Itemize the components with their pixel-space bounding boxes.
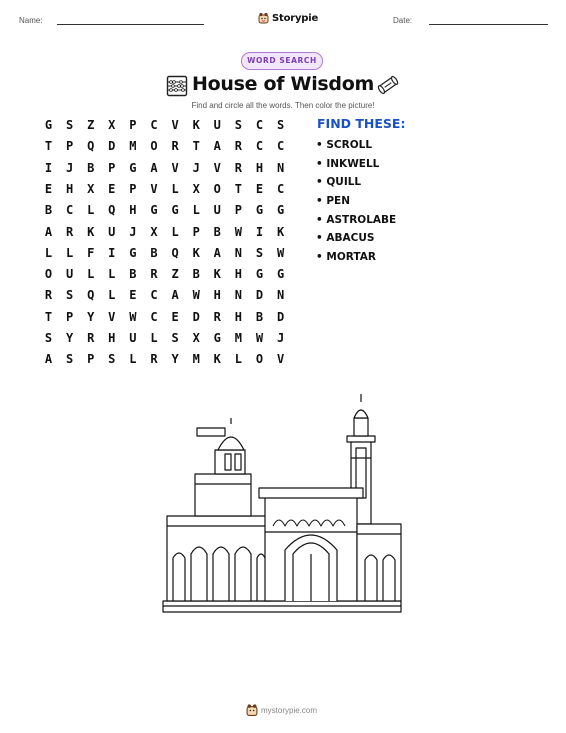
date-label: Date: — [393, 16, 413, 25]
grid-letter[interactable]: R — [87, 331, 95, 345]
grid-letter[interactable]: J — [129, 224, 137, 239]
grid-letter[interactable]: G — [150, 203, 158, 218]
word-list-item: • INKWELL — [316, 157, 380, 170]
grid-letter[interactable]: C — [150, 309, 158, 324]
grid-letter[interactable]: N — [276, 160, 285, 175]
grid-letter[interactable]: J — [192, 160, 200, 175]
grid-letter[interactable]: L — [87, 267, 95, 282]
grid-letter[interactable]: V — [276, 352, 285, 367]
grid-letter[interactable]: H — [65, 181, 74, 196]
grid-letter[interactable]: B — [44, 203, 53, 218]
grid-letter[interactable]: J — [65, 160, 74, 175]
grid-letter[interactable]: C — [255, 139, 264, 154]
grid-letter[interactable]: C — [255, 118, 264, 132]
grid-letter[interactable]: Y — [171, 352, 179, 367]
grid-letter[interactable]: L — [108, 288, 116, 303]
grid-letter[interactable]: S — [255, 245, 264, 260]
footer-site: mystorypie.com — [261, 706, 318, 715]
grid-letter[interactable]: T — [44, 139, 53, 154]
grid-letter[interactable]: U — [65, 267, 74, 282]
grid-letter[interactable]: S — [65, 118, 74, 132]
grid-letter[interactable]: S — [65, 352, 74, 367]
grid-letter[interactable]: B — [255, 309, 264, 324]
grid-letter[interactable]: A — [213, 139, 221, 154]
grid-letter[interactable]: P — [108, 160, 116, 175]
grid-letter[interactable]: L — [150, 331, 158, 345]
grid-letter[interactable]: O — [255, 352, 264, 367]
grid-letter[interactable]: P — [129, 181, 137, 196]
grid-letter[interactable]: U — [213, 118, 221, 132]
grid-letter[interactable]: R — [150, 352, 158, 367]
grid-letter[interactable]: D — [276, 309, 285, 324]
grid-letter[interactable]: O — [150, 139, 158, 154]
grid-letter[interactable]: P — [192, 224, 200, 239]
grid-letter[interactable]: K — [276, 224, 285, 239]
grid-letter[interactable]: F — [87, 245, 95, 260]
grid-letter[interactable]: L — [108, 267, 116, 282]
grid-letter[interactable]: T — [44, 309, 53, 324]
grid-letter[interactable]: G — [255, 267, 264, 282]
grid-letter[interactable]: D — [192, 309, 200, 324]
grid-letter[interactable]: K — [213, 267, 221, 282]
grid-letter[interactable]: J — [276, 331, 285, 345]
grid-letter[interactable]: Q — [171, 245, 179, 260]
grid-letter[interactable]: U — [108, 224, 116, 239]
grid-letter[interactable]: N — [234, 245, 242, 260]
grid-letter[interactable]: H — [213, 288, 221, 303]
grid-letter[interactable]: V — [213, 160, 221, 175]
grid-letter[interactable]: L — [87, 203, 95, 218]
grid-letter[interactable]: P — [65, 309, 74, 324]
grid-letter[interactable]: A — [44, 224, 53, 239]
date-line — [429, 24, 548, 25]
grid-letter[interactable]: I — [108, 245, 116, 260]
grid-letter[interactable]: O — [213, 181, 221, 196]
grid-letter[interactable]: G — [129, 160, 137, 175]
grid-letter[interactable]: C — [65, 203, 74, 218]
grid-letter[interactable]: L — [171, 224, 179, 239]
name-label: Name: — [19, 16, 43, 25]
grid-letter[interactable]: K — [192, 245, 200, 260]
grid-letter[interactable]: C — [276, 139, 285, 154]
grid-letter[interactable]: L — [65, 245, 74, 260]
grid-letter[interactable]: N — [276, 288, 285, 303]
grid-letter[interactable]: Q — [87, 139, 95, 154]
grid-letter[interactable]: L — [234, 352, 242, 367]
footer — [0, 702, 566, 718]
grid-letter[interactable]: S — [44, 331, 53, 345]
house-of-wisdom-picture — [155, 388, 415, 618]
grid-letter[interactable]: R — [234, 139, 242, 154]
grid-letter[interactable]: P — [129, 118, 137, 132]
grid-letter[interactable]: M — [192, 352, 200, 367]
grid-letter[interactable]: K — [213, 352, 221, 367]
grid-letter[interactable]: I — [44, 160, 53, 175]
word-list-item: • MORTAR — [316, 251, 376, 264]
grid-letter[interactable]: R — [150, 267, 158, 282]
grid-letter[interactable]: A — [213, 245, 221, 260]
grid-letter[interactable]: B — [150, 245, 158, 260]
brand-name: Storypie — [272, 12, 319, 24]
grid-letter[interactable]: D — [108, 139, 116, 154]
grid-letter[interactable]: W — [276, 245, 285, 260]
grid-letter[interactable]: Z — [87, 118, 95, 132]
grid-letter[interactable]: V — [108, 309, 116, 324]
grid-letter[interactable]: P — [234, 203, 242, 218]
grid-letter[interactable]: D — [255, 288, 264, 303]
grid-letter[interactable]: V — [150, 181, 158, 196]
grid-letter[interactable]: Q — [108, 203, 116, 218]
grid-letter[interactable]: B — [129, 267, 137, 282]
grid-letter[interactable]: B — [213, 224, 221, 239]
grid-letter[interactable]: G — [129, 245, 137, 260]
grid-letter[interactable]: H — [255, 160, 264, 175]
title-row — [0, 73, 566, 101]
grid-letter[interactable]: Y — [87, 309, 95, 324]
grid-letter[interactable]: O — [44, 267, 53, 282]
grid-letter[interactable]: K — [87, 224, 95, 239]
grid-letter[interactable]: G — [44, 118, 53, 132]
word-list-item: • ASTROLABE — [316, 213, 397, 226]
grid-letter[interactable]: W — [192, 288, 200, 303]
grid-letter[interactable]: M — [129, 139, 137, 154]
grid-letter[interactable]: R — [44, 288, 53, 303]
storypie-logo-icon — [246, 703, 258, 717]
grid-letter[interactable]: W — [234, 224, 242, 239]
header — [0, 12, 566, 32]
grid-letter[interactable]: S — [276, 118, 285, 132]
grid-letter[interactable]: E — [129, 288, 137, 303]
grid-letter[interactable]: V — [171, 160, 179, 175]
grid-letter[interactable]: G — [276, 267, 285, 282]
grid-letter[interactable]: M — [234, 331, 242, 345]
grid-letter[interactable]: X — [150, 224, 158, 239]
grid-letter[interactable]: E — [108, 181, 116, 196]
storypie-logo-icon — [258, 12, 269, 24]
brand — [258, 12, 318, 24]
grid-letter[interactable]: S — [171, 331, 179, 345]
grid-letter[interactable]: A — [150, 160, 158, 175]
grid-letter[interactable]: X — [108, 118, 116, 132]
grid-letter[interactable]: U — [129, 331, 137, 345]
word-search-badge: WORD SEARCH — [241, 52, 323, 70]
grid-letter[interactable]: H — [129, 203, 137, 218]
grid-letter[interactable]: H — [234, 309, 242, 324]
grid-letter[interactable]: X — [87, 181, 95, 196]
grid-letter[interactable]: V — [171, 118, 179, 132]
grid-letter[interactable]: C — [150, 288, 158, 303]
grid-letter[interactable]: L — [171, 181, 179, 196]
grid-letter[interactable]: R — [213, 309, 221, 324]
grid-letter[interactable]: E — [171, 309, 179, 324]
grid-letter[interactable]: X — [192, 331, 200, 345]
grid-letter[interactable]: E — [255, 181, 264, 196]
grid-letter[interactable]: S — [65, 288, 74, 303]
grid-letter[interactable]: C — [276, 181, 285, 196]
word-list-item: • QUILL — [316, 176, 362, 189]
grid-letter[interactable]: T — [192, 139, 200, 154]
word-list-item: • SCROLL — [316, 139, 373, 151]
grid-letter[interactable]: T — [234, 181, 242, 196]
grid-letter[interactable]: Y — [65, 331, 74, 345]
grid-letter[interactable]: L — [192, 203, 200, 218]
grid-letter[interactable]: W — [129, 309, 137, 324]
instructions: Find and circle all the words. Then color the picture! — [191, 101, 375, 110]
name-line — [57, 24, 204, 25]
grid-letter[interactable]: G — [213, 331, 221, 345]
grid-letter[interactable]: E — [44, 181, 53, 196]
grid-letter[interactable]: G — [171, 203, 179, 218]
grid-letter[interactable]: A — [171, 288, 179, 303]
grid-letter[interactable]: L — [129, 352, 137, 367]
grid-letter[interactable]: S — [234, 118, 242, 132]
word-list — [316, 136, 396, 267]
grid-letter[interactable]: K — [192, 118, 200, 132]
grid-letter[interactable]: B — [87, 160, 95, 175]
grid-letter[interactable]: R — [171, 139, 179, 154]
grid-letter[interactable]: L — [44, 245, 53, 260]
grid-letter[interactable]: U — [213, 203, 221, 218]
grid-letter[interactable]: H — [234, 267, 242, 282]
grid-letter[interactable]: P — [87, 352, 95, 367]
grid-letter[interactable]: A — [44, 352, 53, 367]
page-title: House of Wisdom — [192, 73, 374, 95]
grid-letter[interactable]: X — [192, 181, 200, 196]
word-list-item: • ABACUS — [316, 232, 375, 245]
grid-letter[interactable]: N — [234, 288, 242, 303]
grid-letter[interactable]: P — [65, 139, 74, 154]
grid-letter[interactable]: G — [276, 203, 285, 218]
grid-letter[interactable]: G — [255, 203, 264, 218]
grid-letter[interactable]: I — [255, 224, 264, 239]
grid-letter[interactable]: Z — [171, 267, 179, 282]
grid-letter[interactable]: W — [255, 331, 264, 345]
grid-letter[interactable]: H — [108, 331, 116, 345]
scroll-icon — [376, 74, 400, 96]
grid-letter[interactable]: B — [192, 267, 200, 282]
grid-letter[interactable]: R — [234, 160, 242, 175]
grid-letter[interactable]: Q — [87, 288, 95, 303]
grid-letter[interactable]: C — [150, 118, 158, 132]
grid-letter[interactable]: R — [65, 224, 74, 239]
grid-letter[interactable]: S — [108, 352, 116, 367]
find-these-title: FIND THESE: — [317, 116, 406, 131]
word-list-item: • PEN — [316, 195, 351, 208]
